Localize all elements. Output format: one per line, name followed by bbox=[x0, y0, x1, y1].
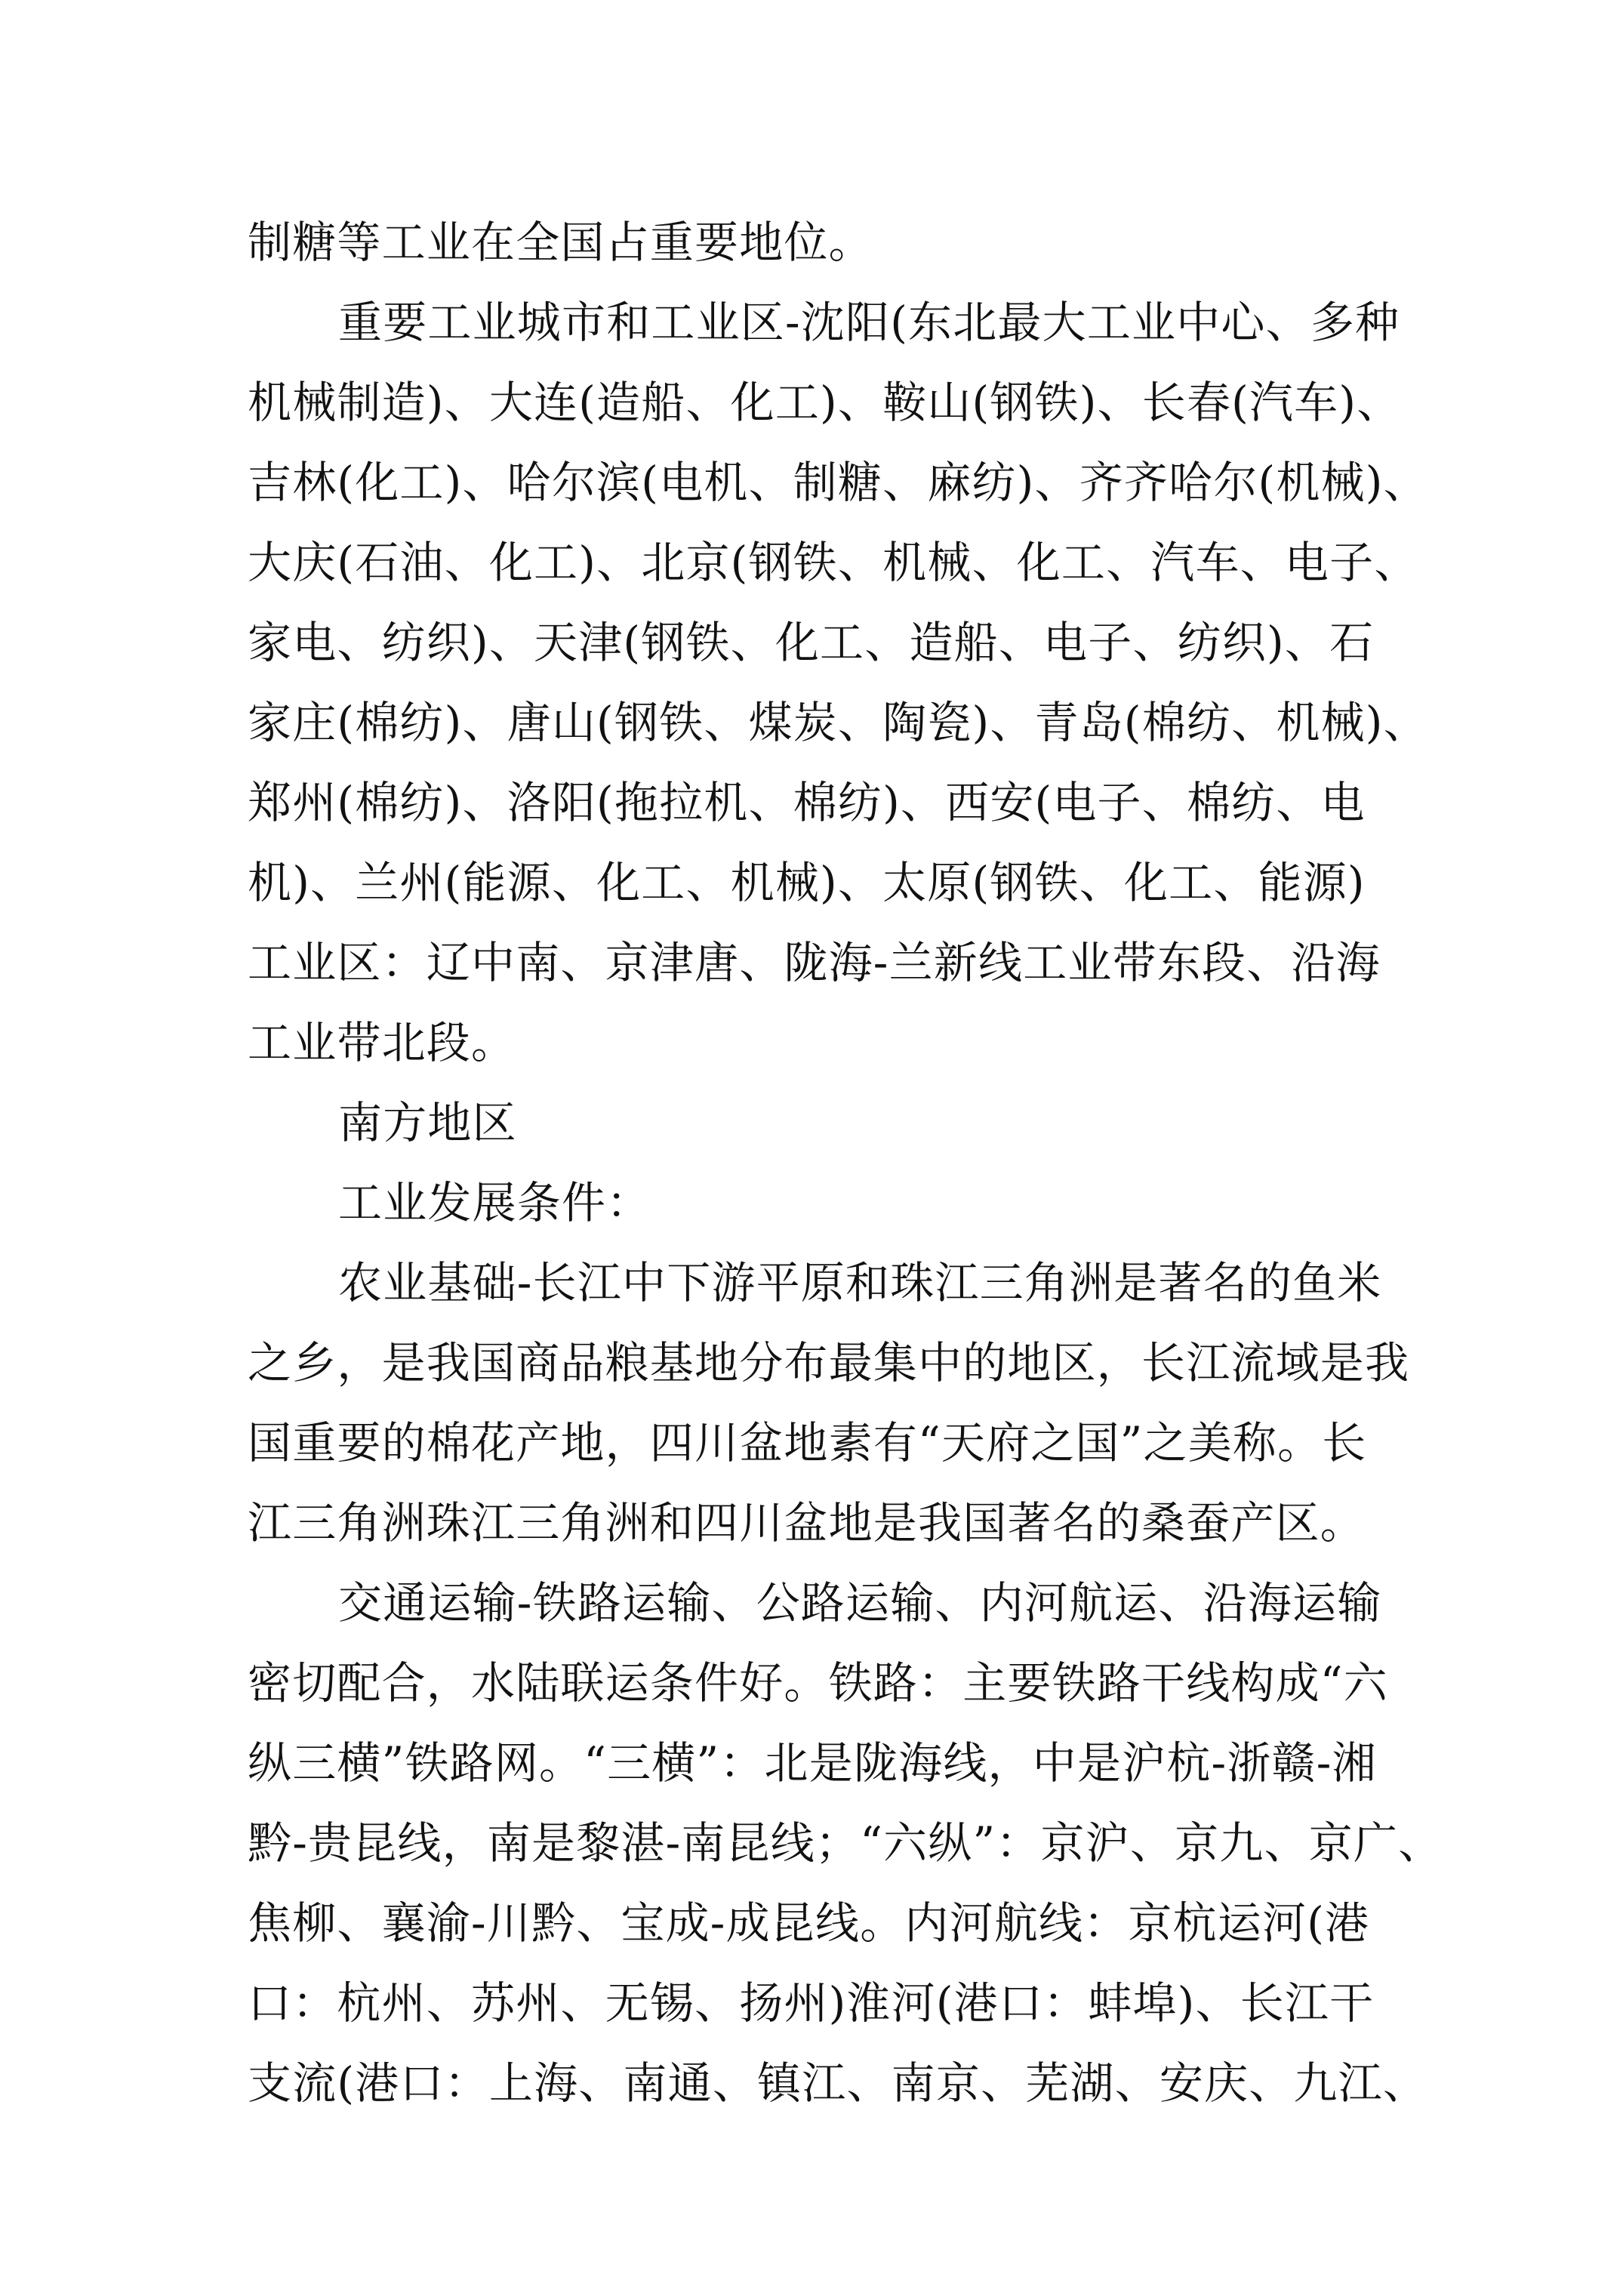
text-line: 江三角洲珠江三角洲和四川盆地是我国著名的桑蚕产区。 bbox=[248, 1497, 1366, 1549]
text-line: 吉林(化工)、哈尔滨(电机、制糖、麻纺)、齐齐哈尔(机械)、 bbox=[248, 457, 1428, 508]
section-heading: 南方地区 bbox=[338, 1097, 517, 1148]
text-line: 家电、纺织)、天津(钢铁、化工、造船、电子、纺织)、石 bbox=[248, 617, 1375, 668]
text-line: 家庄(棉纺)、唐山(钢铁、煤炭、陶瓷)、青岛(棉纺、机械)、 bbox=[248, 697, 1428, 748]
text-line: 之乡，是我国商品粮基地分布最集中的地区，长江流域是我 bbox=[248, 1337, 1410, 1388]
text-line: 机)、兰州(能源、化工、机械)、太原(钢铁、化工、能源) bbox=[248, 857, 1366, 908]
text-line: 机械制造)、大连(造船、化工)、鞍山(钢铁)、长春(汽车)、 bbox=[248, 377, 1402, 428]
text-line: 制糖等工业在全国占重要地位。 bbox=[248, 217, 873, 268]
text-line: 重要工业城市和工业区-沈阳(东北最大工业中心、多种 bbox=[338, 297, 1400, 348]
text-line: 工业带北段。 bbox=[248, 1017, 516, 1068]
text-line: 支流(港口：上海、南通、镇江、南京、芜湖、安庆、九江、 bbox=[248, 2057, 1428, 2109]
text-line: 纵三横”铁路网。“三横”：北是陇海线，中是沪杭-浙赣-湘 bbox=[248, 1737, 1377, 1789]
text-line: 郑州(棉纺)、洛阳(拖拉机、棉纺)、西安(电子、棉纺、电 bbox=[248, 777, 1366, 828]
text-line: 焦柳、襄渝-川黔、宝成-成昆线。内河航线：京杭运河(港 bbox=[248, 1897, 1370, 1949]
text-line: 农业基础-长江中下游平原和珠江三角洲是著名的鱼米 bbox=[338, 1257, 1382, 1308]
document-body bbox=[248, 202, 1493, 2123]
text-line: 国重要的棉花产地，四川盆地素有“天府之国”之美称。长 bbox=[248, 1417, 1367, 1469]
text-line: 交通运输-铁路运输、公路运输、内河航运、沿海运输 bbox=[338, 1577, 1382, 1629]
text-line: 黔-贵昆线，南是黎湛-南昆线；“六纵”：京沪、京九、京广、 bbox=[248, 1817, 1443, 1869]
text-line: 密切配合，水陆联运条件好。铁路：主要铁路干线构成“六 bbox=[248, 1657, 1388, 1709]
subsection-heading: 工业发展条件： bbox=[338, 1177, 651, 1228]
text-line: 工业区：辽中南、京津唐、陇海-兰新线工业带东段、沿海 bbox=[248, 937, 1381, 988]
text-line: 口：杭州、苏州、无锡、扬州)淮河(港口：蚌埠)、长江干 bbox=[248, 1977, 1375, 2029]
text-line: 大庆(石油、化工)、北京(钢铁、机械、化工、汽车、电子、 bbox=[248, 537, 1419, 588]
